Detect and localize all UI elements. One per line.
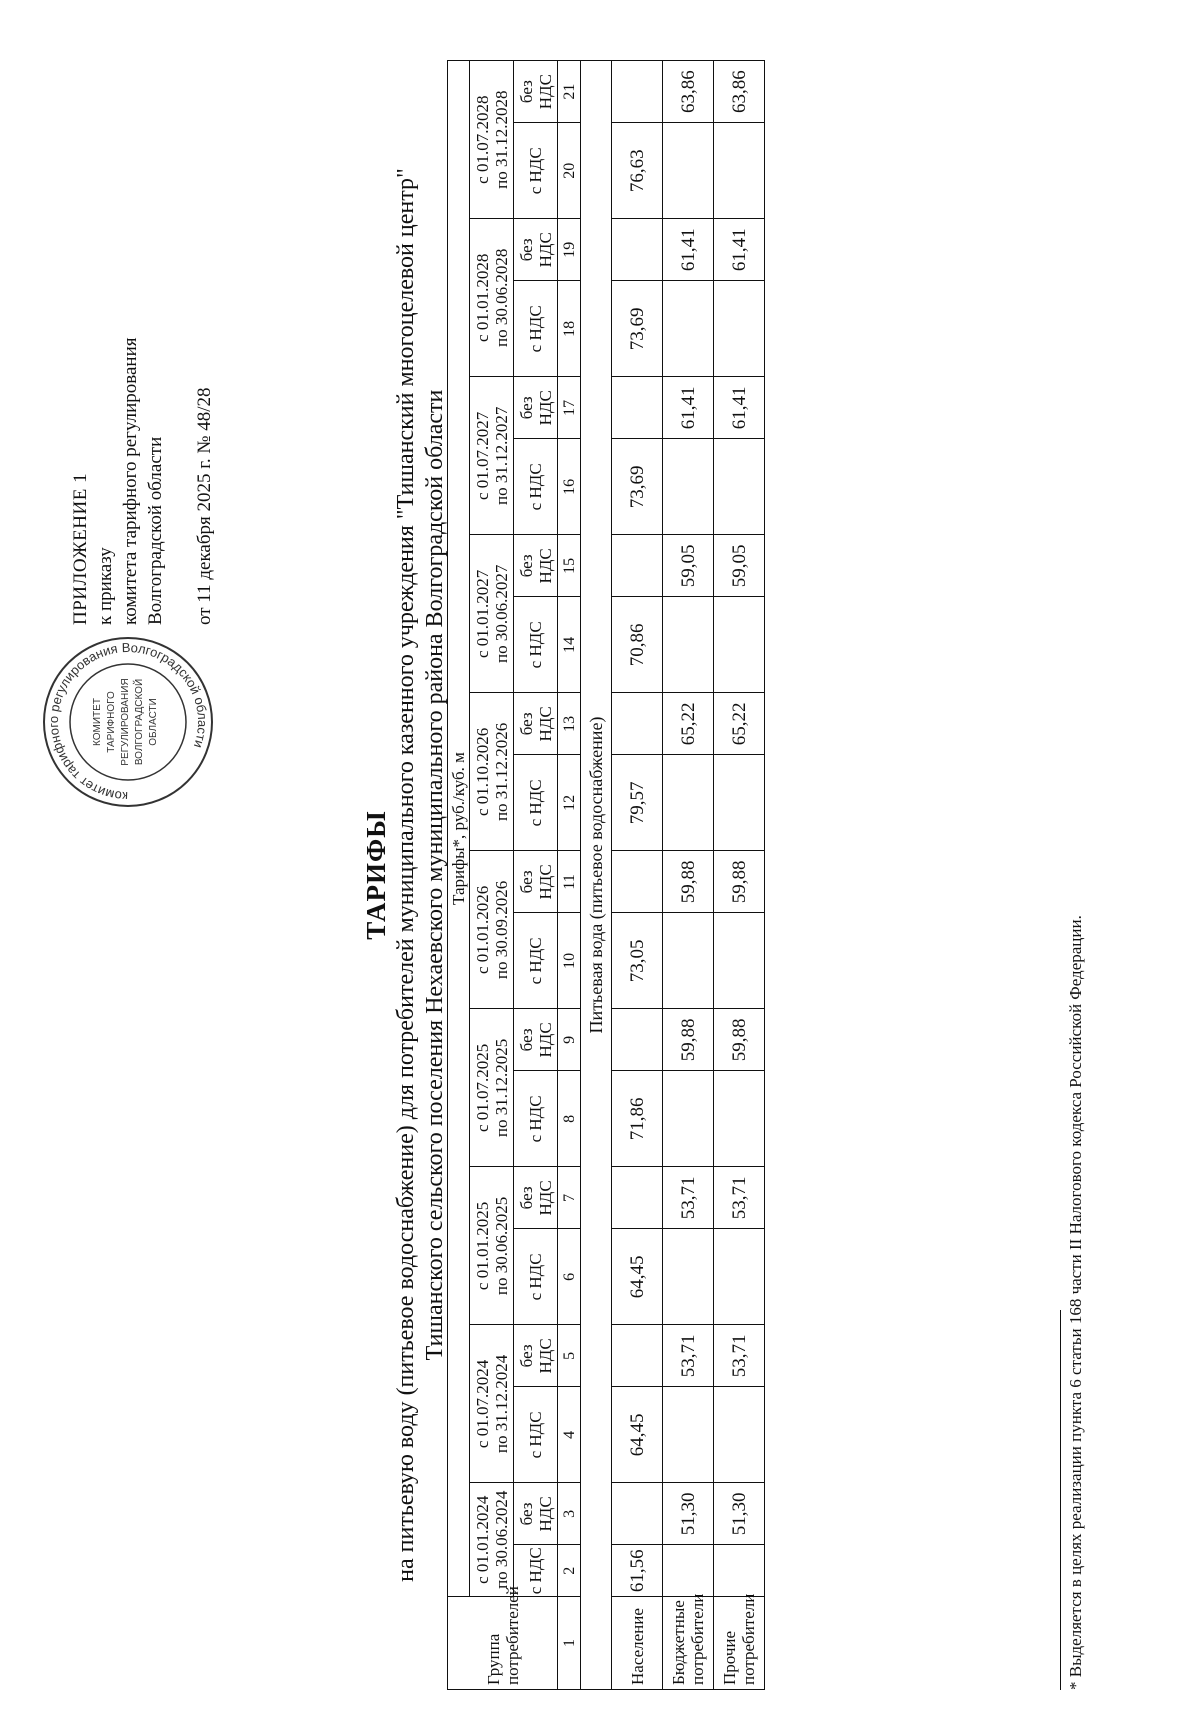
without-vat-line: без bbox=[516, 554, 536, 578]
period-header bbox=[470, 377, 514, 535]
without-vat-header bbox=[514, 61, 558, 123]
tariff-value: 70,86 bbox=[612, 597, 663, 693]
tariff-value bbox=[612, 1009, 663, 1071]
without-vat-line: НДС bbox=[535, 706, 555, 742]
official-seal bbox=[40, 634, 216, 810]
tariff-value: 76,63 bbox=[612, 123, 663, 219]
column-number: 20 bbox=[558, 123, 581, 219]
tariff-value bbox=[612, 61, 663, 123]
without-vat-line: НДС bbox=[535, 1022, 555, 1058]
tariff-value bbox=[663, 123, 714, 219]
appendix-header bbox=[68, 85, 217, 625]
tariff-value: 51,30 bbox=[663, 1483, 714, 1545]
period-start: с 01.01.2025 bbox=[472, 1201, 492, 1291]
consumer-group bbox=[663, 1593, 714, 1690]
tariff-value bbox=[612, 1483, 663, 1545]
tariff-value: 53,71 bbox=[714, 1167, 765, 1229]
column-number: 5 bbox=[558, 1325, 581, 1387]
tariff-value: 53,71 bbox=[714, 1325, 765, 1387]
seal-center-line: ВОЛГОГРАДСКОЙ bbox=[134, 678, 145, 766]
without-vat-line: без bbox=[516, 80, 536, 104]
tariff-value: 79,57 bbox=[612, 755, 663, 851]
consumer-group-line: Прочие bbox=[720, 1630, 739, 1685]
tariff-value bbox=[612, 219, 663, 281]
column-number: 15 bbox=[558, 535, 581, 597]
tariff-value: 73,05 bbox=[612, 913, 663, 1009]
appendix-line: комитета тарифного регулирования bbox=[120, 337, 141, 625]
period-start: с 01.01.2027 bbox=[472, 569, 492, 658]
appendix-title: ПРИЛОЖЕНИЕ 1 bbox=[70, 472, 91, 625]
period-end: по 30.06.2024 bbox=[491, 1490, 511, 1589]
table-row bbox=[612, 61, 663, 1690]
tariff-value bbox=[714, 439, 765, 535]
column-number: 12 bbox=[558, 755, 581, 851]
period-start: с 01.07.2024 bbox=[472, 1359, 492, 1449]
period-header bbox=[470, 1167, 514, 1325]
column-number: 9 bbox=[558, 1009, 581, 1071]
with-vat-header: с НДС bbox=[514, 755, 558, 851]
tariff-value bbox=[714, 281, 765, 377]
tariff-value: 73,69 bbox=[612, 439, 663, 535]
seal-center-line: РЕГУЛИРОВАНИЯ bbox=[120, 678, 131, 766]
period-end: по 30.09.2026 bbox=[491, 880, 511, 980]
without-vat-line: НДС bbox=[535, 548, 555, 584]
seal-center-line: КОМИТЕТ bbox=[92, 698, 103, 746]
without-vat-header bbox=[514, 851, 558, 913]
without-vat-line: без bbox=[516, 870, 536, 894]
tariff-value: 53,71 bbox=[663, 1325, 714, 1387]
tariff-value bbox=[714, 597, 765, 693]
tariff-value: 71,86 bbox=[612, 1071, 663, 1167]
period-header bbox=[470, 535, 514, 693]
without-vat-header bbox=[514, 1167, 558, 1229]
tariff-value bbox=[714, 755, 765, 851]
period-start: с 01.01.2024 bbox=[472, 1495, 492, 1584]
column-number: 4 bbox=[558, 1387, 581, 1483]
table-row bbox=[663, 61, 714, 1690]
column-number: 6 bbox=[558, 1229, 581, 1325]
period-end: по 31.12.2026 bbox=[491, 722, 511, 822]
document-title: ТАРИФЫ bbox=[361, 810, 391, 940]
document-subtitle: на питьевую воду (питьевое водоснабжение) для потребителей муниципального казенного учреждения "Тишанский многоцелевой центр" bbox=[393, 168, 419, 1582]
tariff-value: 63,86 bbox=[663, 61, 714, 123]
period-end: по 31.12.2024 bbox=[491, 1354, 511, 1454]
tariff-value bbox=[663, 439, 714, 535]
with-vat-header: с НДС bbox=[514, 1071, 558, 1167]
period-header bbox=[470, 1009, 514, 1167]
period-header bbox=[470, 1483, 514, 1597]
tariff-value: 61,41 bbox=[663, 219, 714, 281]
column-number: 13 bbox=[558, 693, 581, 755]
without-vat-header bbox=[514, 1325, 558, 1387]
without-vat-line: НДС bbox=[535, 1180, 555, 1216]
period-start: с 01.01.2026 bbox=[472, 885, 492, 975]
tariff-value: 53,71 bbox=[663, 1167, 714, 1229]
without-vat-header bbox=[514, 1009, 558, 1071]
tariffs-header: Тарифы*, руб./куб. м bbox=[448, 61, 470, 1597]
tariff-value bbox=[663, 913, 714, 1009]
tariff-value bbox=[714, 1387, 765, 1483]
consumer-group-line: потребители bbox=[739, 1593, 758, 1685]
tariff-value bbox=[612, 851, 663, 913]
tariff-value: 63,86 bbox=[714, 61, 765, 123]
without-vat-line: НДС bbox=[535, 390, 555, 426]
without-vat-header bbox=[514, 219, 558, 281]
column-number: 21 bbox=[558, 61, 581, 123]
tariff-value: 61,41 bbox=[714, 219, 765, 281]
column-number: 17 bbox=[558, 377, 581, 439]
consumer-group-line: Население bbox=[627, 1608, 647, 1685]
column-number: 3 bbox=[558, 1483, 581, 1545]
tariff-value: 59,88 bbox=[663, 851, 714, 913]
with-vat-header: с НДС bbox=[514, 439, 558, 535]
with-vat-header: с НДС bbox=[514, 123, 558, 219]
section-header: Питьевая вода (питьевое водоснабжение) bbox=[581, 61, 612, 1690]
consumer-group-line: Бюджетные bbox=[669, 1600, 688, 1685]
tariff-value bbox=[612, 1167, 663, 1229]
column-number: 1 bbox=[558, 1597, 581, 1690]
tariff-value bbox=[612, 377, 663, 439]
without-vat-line: без bbox=[516, 1502, 536, 1526]
without-vat-header bbox=[514, 1483, 558, 1545]
tariff-value: 59,88 bbox=[714, 1009, 765, 1071]
period-header bbox=[470, 61, 514, 219]
tariff-value bbox=[663, 281, 714, 377]
period-start: с 01.10.2026 bbox=[472, 727, 492, 817]
tariff-value bbox=[663, 1071, 714, 1167]
tariff-value: 73,69 bbox=[612, 281, 663, 377]
consumer-group-line: потребители bbox=[688, 1593, 707, 1685]
tariff-value: 51,30 bbox=[714, 1483, 765, 1545]
tariff-value: 65,22 bbox=[714, 693, 765, 755]
tariff-value: 64,45 bbox=[612, 1229, 663, 1325]
tariff-value bbox=[714, 1229, 765, 1325]
without-vat-line: без bbox=[516, 238, 536, 262]
period-header bbox=[470, 693, 514, 851]
appendix-line: к приказу bbox=[95, 547, 116, 625]
tariff-value: 61,56 bbox=[612, 1545, 663, 1597]
tariff-value bbox=[663, 1545, 714, 1597]
consumer-group bbox=[714, 1593, 765, 1690]
period-end: по 30.06.2027 bbox=[491, 564, 511, 664]
period-end: по 30.06.2028 bbox=[491, 248, 511, 347]
document-subtitle: Тишанского сельского поселения Нехаевского муниципального района Волгоградской области bbox=[422, 389, 448, 1361]
column-number: 8 bbox=[558, 1071, 581, 1167]
without-vat-header bbox=[514, 535, 558, 597]
column-number: 11 bbox=[558, 851, 581, 913]
tariff-value bbox=[663, 1229, 714, 1325]
footnote: * Выделяется в целях реализации пункта 6 статьи 168 части II Налогового кодекса Российской Федерации. bbox=[1066, 915, 1085, 1690]
with-vat-header: с НДС bbox=[514, 913, 558, 1009]
tariff-value: 59,05 bbox=[714, 535, 765, 597]
tariff-value bbox=[714, 1545, 765, 1597]
without-vat-line: без bbox=[516, 712, 536, 736]
period-end: по 31.12.2025 bbox=[491, 1038, 511, 1138]
with-vat-header: с НДС bbox=[514, 1387, 558, 1483]
seal-center-line: ТАРИФНОГО bbox=[106, 691, 117, 753]
period-start: с 01.01.2028 bbox=[472, 253, 492, 342]
with-vat-header: с НДС bbox=[514, 281, 558, 377]
tariff-value bbox=[714, 913, 765, 1009]
column-number: 18 bbox=[558, 281, 581, 377]
period-header bbox=[470, 1325, 514, 1483]
period-start: с 01.07.2028 bbox=[472, 95, 492, 184]
without-vat-line: НДС bbox=[535, 74, 555, 110]
without-vat-line: НДС bbox=[535, 1496, 555, 1532]
period-start: с 01.07.2025 bbox=[472, 1043, 492, 1133]
without-vat-line: без bbox=[516, 396, 536, 420]
without-vat-line: без bbox=[516, 1186, 536, 1210]
tariff-value: 59,88 bbox=[663, 1009, 714, 1071]
period-header bbox=[470, 219, 514, 377]
tariff-value bbox=[612, 535, 663, 597]
consumer-group bbox=[612, 1597, 663, 1690]
tariff-value bbox=[663, 755, 714, 851]
without-vat-line: НДС bbox=[535, 232, 555, 268]
period-end: по 30.06.2025 bbox=[491, 1196, 511, 1296]
tariff-value bbox=[714, 1071, 765, 1167]
period-start: с 01.07.2027 bbox=[472, 411, 492, 500]
document-title-block bbox=[360, 60, 450, 1690]
tariff-value: 59,88 bbox=[714, 851, 765, 913]
appendix-date: от 11 декабря 2025 г. № 48/28 bbox=[194, 387, 215, 625]
tariff-value: 61,41 bbox=[663, 377, 714, 439]
footnote-divider bbox=[1060, 1310, 1061, 1690]
tariff-value: 61,41 bbox=[714, 377, 765, 439]
tariff-value bbox=[612, 693, 663, 755]
seal-ring-text: комитет тарифного регулирования Волгоградской области bbox=[45, 639, 211, 805]
column-number: 14 bbox=[558, 597, 581, 693]
with-vat-header: с НДС bbox=[514, 597, 558, 693]
column-number: 10 bbox=[558, 913, 581, 1009]
column-number: 2 bbox=[558, 1545, 581, 1597]
tariff-value bbox=[612, 1325, 663, 1387]
tariffs-table bbox=[447, 60, 765, 1690]
tariff-value bbox=[663, 597, 714, 693]
tariff-value bbox=[714, 123, 765, 219]
without-vat-line: без bbox=[516, 1028, 536, 1052]
with-vat-header: с НДС bbox=[514, 1545, 558, 1597]
tariff-value: 65,22 bbox=[663, 693, 714, 755]
seal-center-line: ОБЛАСТИ bbox=[148, 698, 159, 746]
tariff-value: 59,05 bbox=[663, 535, 714, 597]
period-end: по 31.12.2028 bbox=[491, 90, 511, 189]
group-header: Группа потребителей bbox=[448, 1597, 558, 1690]
without-vat-header bbox=[514, 693, 558, 755]
without-vat-header bbox=[514, 377, 558, 439]
column-number: 7 bbox=[558, 1167, 581, 1229]
column-number: 19 bbox=[558, 219, 581, 281]
without-vat-line: НДС bbox=[535, 864, 555, 900]
tariff-value: 64,45 bbox=[612, 1387, 663, 1483]
with-vat-header: с НДС bbox=[514, 1229, 558, 1325]
without-vat-line: НДС bbox=[535, 1338, 555, 1374]
appendix-line: Волгоградской области bbox=[145, 436, 166, 625]
period-header bbox=[470, 851, 514, 1009]
table-row bbox=[714, 61, 765, 1690]
without-vat-line: без bbox=[516, 1344, 536, 1368]
tariff-value bbox=[663, 1387, 714, 1483]
column-number: 16 bbox=[558, 439, 581, 535]
period-end: по 31.12.2027 bbox=[491, 406, 511, 506]
